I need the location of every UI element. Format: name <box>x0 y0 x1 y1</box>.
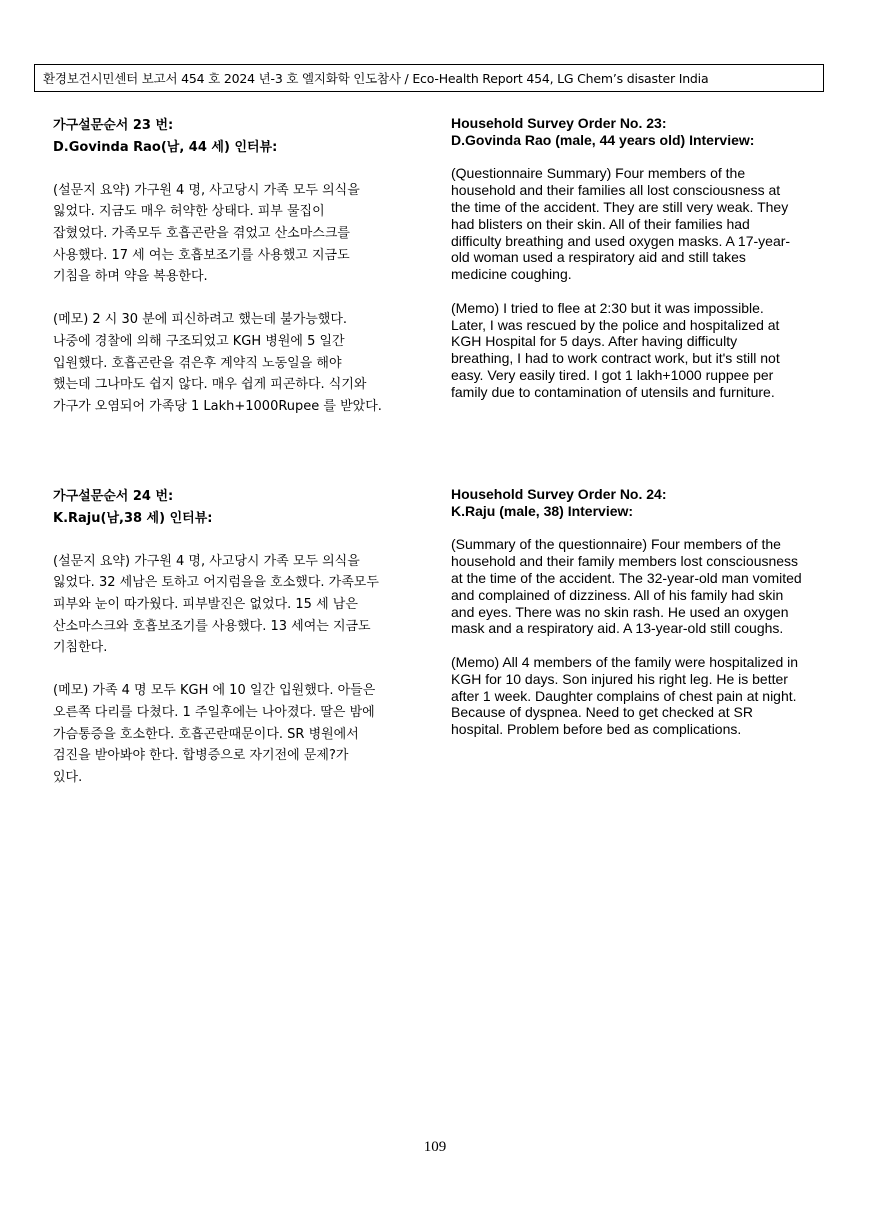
kr-summary-line: 기침을 하며 약을 복용한다. <box>53 269 208 285</box>
kr-memo-line: 나중에 경찰에 의해 구조되었고 KGH 병원에 5 일간 <box>53 333 345 349</box>
kr-title-line: D.Govinda Rao(남, 44 세) 인터뷰: <box>53 139 278 155</box>
kr-memo-line: 검진을 받아봐야 한다. 합병증으로 자기전에 문제?가 <box>53 748 349 764</box>
en-memo-line: breathing, I had to work contract work, but it's still not <box>451 350 780 367</box>
kr-summary-line: 잡혔었다. 가족모두 호흡곤란을 겪었고 산소마스크를 <box>53 225 350 241</box>
kr-memo-line: 입원했다. 호흡곤란을 겪은후 계약직 노동일을 해야 <box>53 355 342 371</box>
en-memo-line: KGH for 10 days. Son injured his right leg. He is better <box>451 670 788 687</box>
en-summary-line: old woman used a respiratory aid and still takes <box>451 249 746 266</box>
en-title-line: K.Raju (male, 38) Interview: <box>451 502 634 519</box>
kr-summary-line: 사용했다. 17 세 여는 호흡보조기를 사용했고 지금도 <box>53 247 350 263</box>
en-summary-line: household and their family members lost consciousness <box>451 553 799 570</box>
kr-memo-line: 했는데 그나마도 쉽지 않다. 매우 쉽게 피곤하다. 식기와 <box>53 377 367 393</box>
kr-memo-line: 가구가 오염되어 가족당 1 Lakh+1000Rupee 를 받았다. <box>53 398 382 414</box>
en-summary-line: (Summary of the questionnaire) Four members of the <box>451 536 781 553</box>
kr-memo-line: 오른쪽 다리를 다쳤다. 1 주일후에는 나아졌다. 딸은 밤에 <box>53 704 375 720</box>
kr-summary-line: (설문지 요약) 가구원 4 명, 사고당시 가족 모두 의식을 <box>53 553 360 569</box>
kr-summary-line: 잃었다. 지금도 매우 허약한 상태다. 피부 물집이 <box>53 204 325 220</box>
en-summary-line: household and their families all lost consciousness at <box>451 182 781 199</box>
kr-title-line: 가구설문순서 24 번: <box>53 489 174 504</box>
en-memo-line: easy. Very easily tired. I got 1 lakh+1000 ruppee per <box>451 366 774 383</box>
en-memo-line: (Memo) I tried to flee at 2:30 but it was impossible. <box>451 299 764 316</box>
report-header: 환경보건시민센터 보고서 454 호 2024 년-3 호 엘지화학 인도참사 / Eco-Health Report 454, LG Chem’s disaster India <box>34 64 824 92</box>
kr-memo-line: 있다. <box>53 769 83 785</box>
en-summary-line: and eyes. There was no skin rash. He used an oxygen <box>451 603 789 620</box>
kr-summary-line: (설문지 요약) 가구원 4 명, 사고당시 가족 모두 의식을 <box>53 182 360 198</box>
kr-summary-line: 피부와 눈이 따가웠다. 피부발진은 없었다. 15 세 남은 <box>53 596 358 612</box>
en-memo-line: Later, I was rescued by the police and hospitalized at <box>451 316 780 333</box>
entry-23-korean <box>53 115 421 417</box>
en-title-line: Household Survey Order No. 24: <box>451 486 667 502</box>
kr-title-line: K.Raju(남,38 세) 인터뷰: <box>53 510 213 526</box>
en-memo-line: Because of dyspnea. Need to get checked at SR <box>451 704 753 721</box>
en-memo-line: family due to contamination of utensils and furniture. <box>451 383 775 400</box>
kr-summary-line: 잃었다. 32 세남은 토하고 어지럼을을 호소했다. 가족모두 <box>53 575 379 591</box>
kr-title-line: 가구설문순서 23 번: <box>53 118 174 133</box>
en-summary-line: medicine coughing. <box>451 266 572 283</box>
page-number: 109 <box>423 1139 447 1155</box>
en-memo-line: KGH Hospital for 5 days. After having difficulty <box>451 333 738 350</box>
en-memo-line: after 1 week. Daughter complains of chest pain at night. <box>451 687 797 704</box>
en-summary-line: had blisters on their skin. All of their families had <box>451 215 750 232</box>
entry-24-korean <box>53 486 421 788</box>
kr-summary-line: 기침한다. <box>53 640 108 656</box>
entry-24-english <box>451 486 823 738</box>
en-summary-line: difficulty breathing and used oxygen masks. A 17-year- <box>451 232 791 249</box>
en-summary-line: the time of the accident. They are still very weak. They <box>451 198 789 215</box>
en-summary-line: at the time of the accident. The 32-year-old man vomited <box>451 569 802 586</box>
en-memo-line: hospital. Problem before bed as complications. <box>451 721 742 738</box>
kr-summary-line: 산소마스크와 호흡보조기를 사용했다. 13 세여는 지금도 <box>53 618 371 634</box>
kr-memo-line: (메모) 가족 4 명 모두 KGH 에 10 일간 입원했다. 아들은 <box>53 683 376 699</box>
en-summary-line: mask and a respiratory aid. A 13-year-old still coughs. <box>451 620 784 637</box>
kr-memo-line: (메모) 2 시 30 분에 피신하려고 했는데 불가능했다. <box>53 312 348 328</box>
en-summary-line: and complained of dizziness. All of his family had skin <box>451 586 784 603</box>
en-title-line: D.Govinda Rao (male, 44 years old) Interview: <box>451 131 755 148</box>
en-summary-line: (Questionnaire Summary) Four members of the <box>451 165 746 182</box>
en-memo-line: (Memo) All 4 members of the family were hospitalized in <box>451 653 799 670</box>
kr-memo-line: 가슴통증을 호소한다. 호흡곤란때문이다. SR 병원에서 <box>53 726 359 742</box>
en-title-line: Household Survey Order No. 23: <box>451 115 667 131</box>
entry-23-english <box>451 115 823 401</box>
